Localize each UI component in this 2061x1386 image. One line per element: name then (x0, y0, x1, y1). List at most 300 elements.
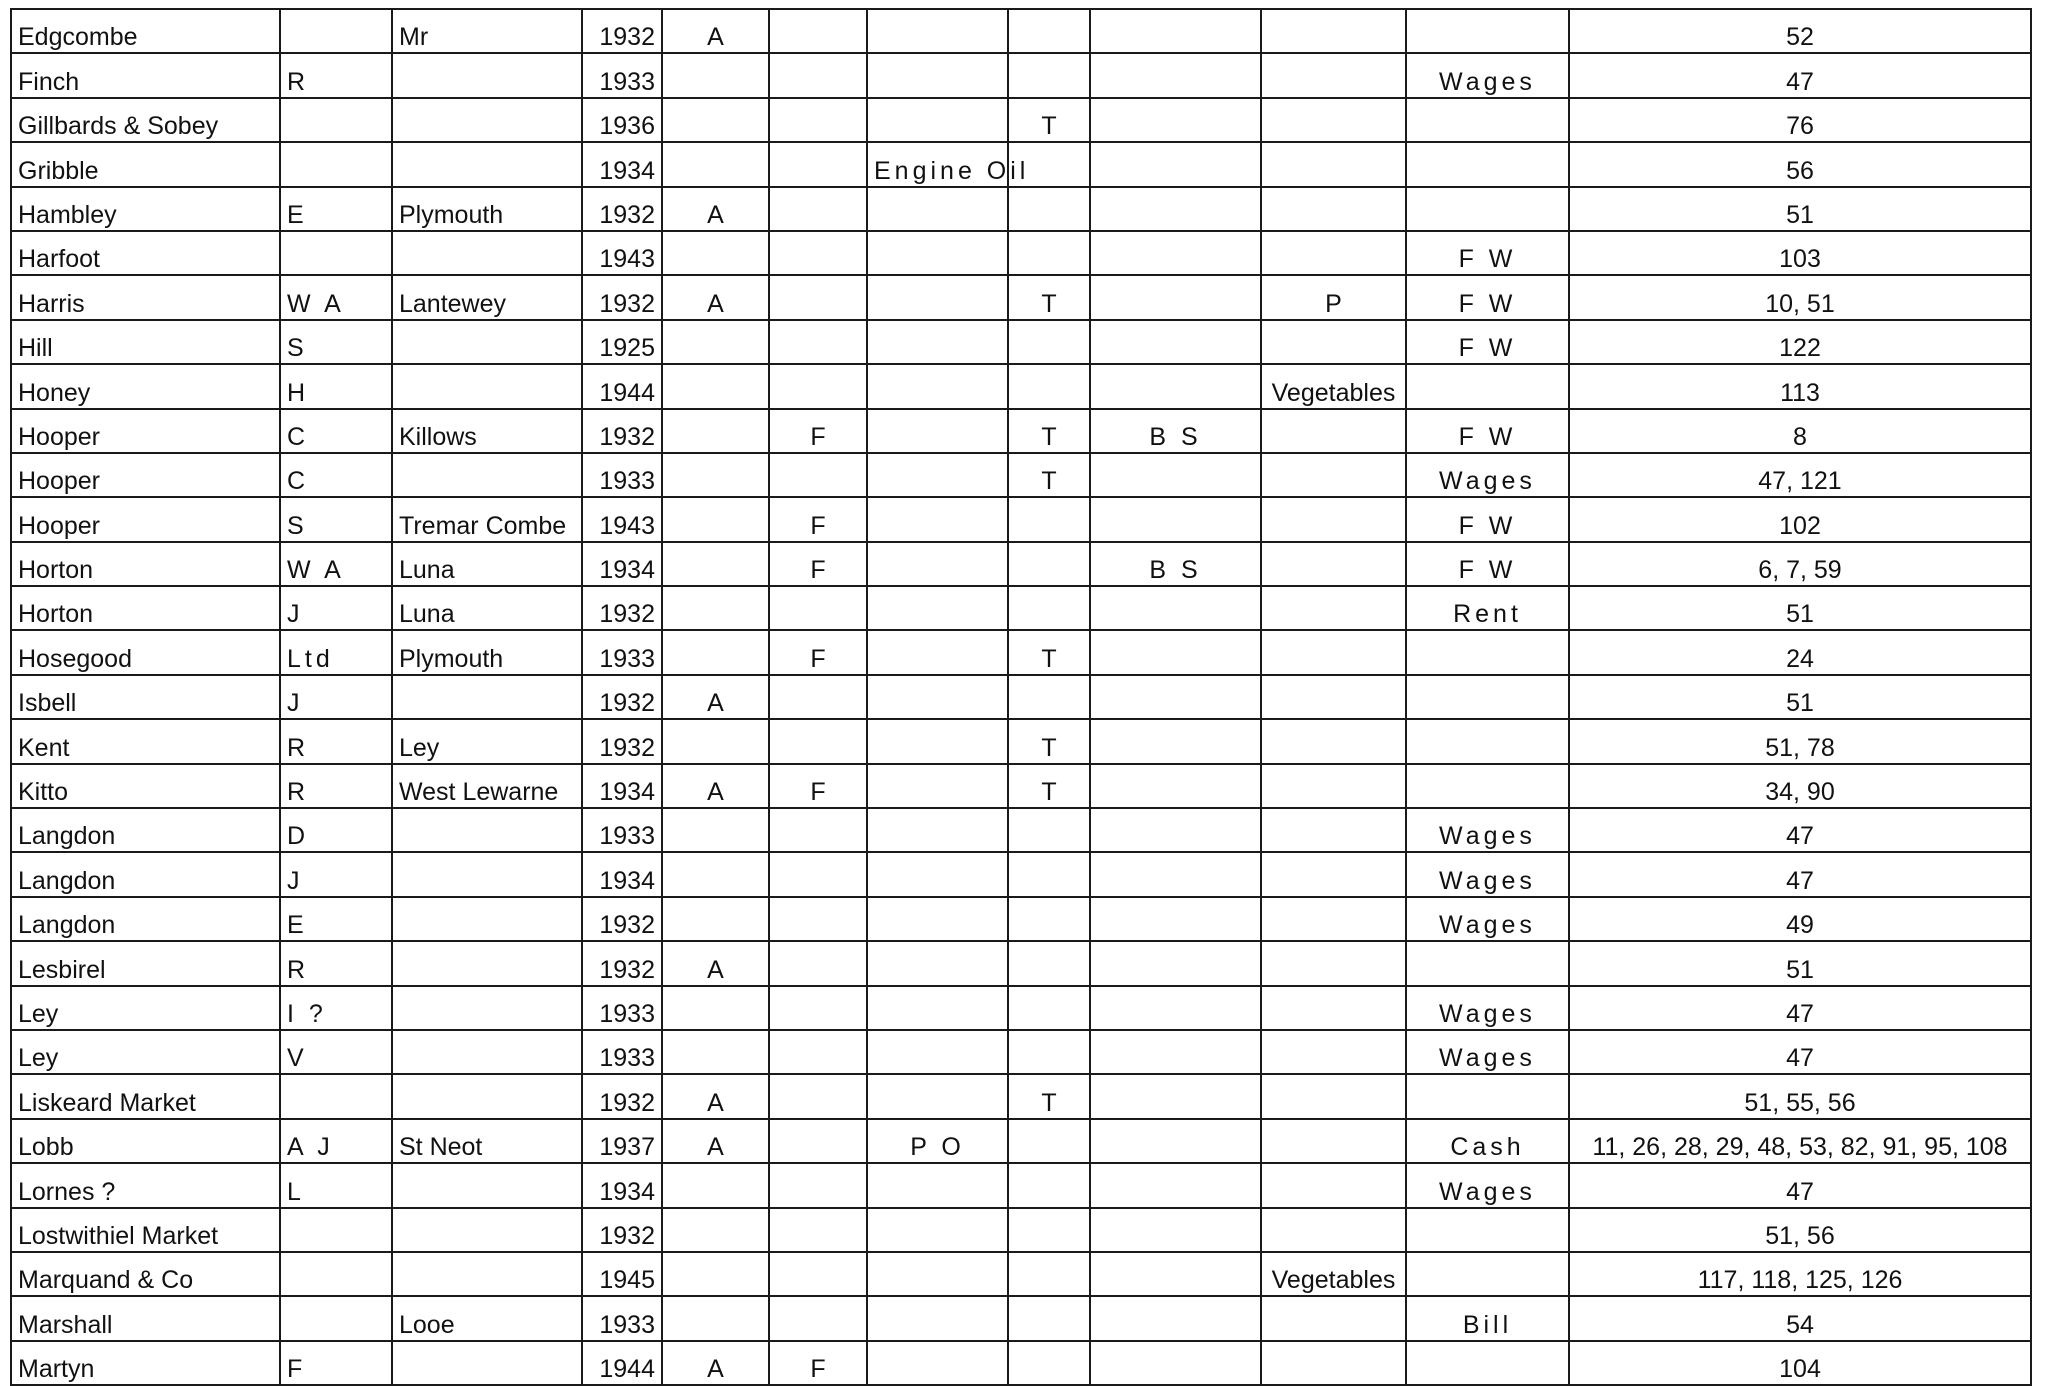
cell-a-flag (662, 231, 769, 275)
cell-page-refs: 54 (1569, 1296, 2031, 1340)
cell-place (392, 852, 582, 896)
cell-initial: E (280, 897, 392, 941)
cell-payment-type: Rent (1406, 586, 1569, 630)
cell-vegetables-p (1261, 897, 1406, 941)
cell-place (392, 53, 582, 97)
table-row (11, 453, 2031, 497)
cell-oil-po: P O (867, 1119, 1008, 1163)
cell-f-flag (769, 1074, 867, 1118)
cell-vegetables-p (1261, 142, 1406, 186)
table-row (11, 764, 2031, 808)
cell-initial: S (280, 320, 392, 364)
cell-a-flag: A (662, 1119, 769, 1163)
cell-a-flag: A (662, 275, 769, 319)
cell-name: Ley (11, 1030, 280, 1074)
cell-a-flag (662, 1163, 769, 1207)
cell-oil-po (867, 630, 1008, 674)
cell-year: 1945 (582, 1252, 662, 1296)
cell-year: 1933 (582, 1030, 662, 1074)
cell-page-refs: 10, 51 (1569, 275, 2031, 319)
table-row (11, 1341, 2031, 1385)
cell-payment-type (1406, 764, 1569, 808)
cell-bs-flag (1090, 98, 1261, 142)
cell-year: 1933 (582, 53, 662, 97)
cell-page-refs: 47 (1569, 986, 2031, 1030)
cell-vegetables-p (1261, 409, 1406, 453)
cell-bs-flag (1090, 1074, 1261, 1118)
cell-payment-type: Wages (1406, 1163, 1569, 1207)
cell-place (392, 1341, 582, 1385)
cell-place (392, 1208, 582, 1252)
cell-a-flag (662, 1208, 769, 1252)
cell-year: 1936 (582, 98, 662, 142)
table-row (11, 497, 2031, 541)
cell-vegetables-p (1261, 231, 1406, 275)
cell-initial: W A (280, 542, 392, 586)
cell-place (392, 453, 582, 497)
cell-name: Lornes ? (11, 1163, 280, 1207)
cell-a-flag (662, 897, 769, 941)
cell-name: Langdon (11, 897, 280, 941)
cell-initial: H (280, 364, 392, 408)
cell-payment-type: Wages (1406, 986, 1569, 1030)
cell-vegetables-p (1261, 586, 1406, 630)
cell-oil-po (867, 453, 1008, 497)
cell-name: Gribble (11, 142, 280, 186)
cell-place: West Lewarne (392, 764, 582, 808)
cell-oil-po (867, 364, 1008, 408)
cell-year: 1934 (582, 1163, 662, 1207)
cell-bs-flag (1090, 1208, 1261, 1252)
cell-year: 1932 (582, 9, 662, 53)
cell-t-flag (1008, 1208, 1090, 1252)
cell-place (392, 320, 582, 364)
table-row (11, 320, 2031, 364)
cell-oil-po (867, 231, 1008, 275)
table-row (11, 142, 2031, 186)
table-row (11, 187, 2031, 231)
cell-name: Hooper (11, 453, 280, 497)
cell-bs-flag (1090, 630, 1261, 674)
cell-f-flag (769, 275, 867, 319)
cell-name: Harfoot (11, 231, 280, 275)
cell-t-flag: T (1008, 764, 1090, 808)
cell-a-flag (662, 852, 769, 896)
cell-place: St Neot (392, 1119, 582, 1163)
cell-year: 1932 (582, 897, 662, 941)
cell-payment-type (1406, 1074, 1569, 1118)
cell-year: 1932 (582, 187, 662, 231)
cell-place (392, 897, 582, 941)
cell-bs-flag (1090, 586, 1261, 630)
cell-page-refs: 51, 56 (1569, 1208, 2031, 1252)
cell-vegetables-p (1261, 719, 1406, 763)
cell-bs-flag (1090, 852, 1261, 896)
table-row (11, 1163, 2031, 1207)
cell-page-refs: 117, 118, 125, 126 (1569, 1252, 2031, 1296)
table-row (11, 231, 2031, 275)
cell-page-refs: 103 (1569, 231, 2031, 275)
cell-oil-po (867, 852, 1008, 896)
cell-name: Hooper (11, 497, 280, 541)
table-row (11, 1252, 2031, 1296)
cell-a-flag (662, 808, 769, 852)
cell-a-flag: A (662, 1341, 769, 1385)
cell-year: 1932 (582, 409, 662, 453)
cell-year: 1933 (582, 453, 662, 497)
cell-t-flag (1008, 675, 1090, 719)
cell-year: 1943 (582, 497, 662, 541)
cell-initial: S (280, 497, 392, 541)
cell-f-flag (769, 1208, 867, 1252)
table-row (11, 852, 2031, 896)
cell-vegetables-p (1261, 98, 1406, 142)
cell-t-flag (1008, 542, 1090, 586)
cell-page-refs: 47 (1569, 1163, 2031, 1207)
cell-f-flag (769, 1119, 867, 1163)
cell-f-flag (769, 675, 867, 719)
cell-name: Lesbirel (11, 941, 280, 985)
cell-initial: W A (280, 275, 392, 319)
cell-name: Kent (11, 719, 280, 763)
cell-f-flag: F (769, 764, 867, 808)
cell-page-refs: 76 (1569, 98, 2031, 142)
cell-vegetables-p (1261, 1341, 1406, 1385)
ledger-table (10, 8, 2032, 1386)
cell-t-flag (1008, 986, 1090, 1030)
cell-payment-type: Wages (1406, 453, 1569, 497)
cell-place: Killows (392, 409, 582, 453)
cell-payment-type: Wages (1406, 1030, 1569, 1074)
cell-initial: R (280, 941, 392, 985)
cell-oil-po (867, 1208, 1008, 1252)
cell-a-flag (662, 142, 769, 186)
cell-a-flag (662, 497, 769, 541)
cell-initial (280, 9, 392, 53)
cell-oil-po (867, 675, 1008, 719)
cell-name: Lobb (11, 1119, 280, 1163)
table-row (11, 719, 2031, 763)
cell-f-flag (769, 852, 867, 896)
cell-place (392, 142, 582, 186)
cell-year: 1925 (582, 320, 662, 364)
cell-year: 1934 (582, 142, 662, 186)
cell-place (392, 1252, 582, 1296)
cell-initial: Ltd (280, 630, 392, 674)
cell-oil-po (867, 9, 1008, 53)
cell-payment-type: Cash (1406, 1119, 1569, 1163)
cell-bs-flag (1090, 187, 1261, 231)
cell-bs-flag (1090, 1341, 1261, 1385)
cell-initial: V (280, 1030, 392, 1074)
cell-f-flag (769, 897, 867, 941)
cell-name: Martyn (11, 1341, 280, 1385)
cell-page-refs: 47 (1569, 852, 2031, 896)
cell-bs-flag (1090, 675, 1261, 719)
cell-initial: R (280, 764, 392, 808)
cell-vegetables-p (1261, 9, 1406, 53)
cell-t-flag: T (1008, 275, 1090, 319)
cell-place (392, 231, 582, 275)
cell-payment-type: Wages (1406, 808, 1569, 852)
cell-payment-type (1406, 1341, 1569, 1385)
cell-name: Gillbards & Sobey (11, 98, 280, 142)
cell-vegetables-p (1261, 808, 1406, 852)
cell-page-refs: 47 (1569, 53, 2031, 97)
cell-a-flag (662, 364, 769, 408)
cell-a-flag (662, 719, 769, 763)
cell-year: 1932 (582, 941, 662, 985)
cell-page-refs: 51 (1569, 941, 2031, 985)
cell-t-flag (1008, 497, 1090, 541)
cell-bs-flag (1090, 364, 1261, 408)
cell-oil-po (867, 542, 1008, 586)
cell-bs-flag (1090, 1252, 1261, 1296)
cell-t-flag (1008, 1163, 1090, 1207)
cell-initial: A J (280, 1119, 392, 1163)
cell-bs-flag (1090, 1163, 1261, 1207)
cell-oil-po (867, 275, 1008, 319)
cell-payment-type: F W (1406, 320, 1569, 364)
cell-a-flag: A (662, 9, 769, 53)
cell-page-refs: 24 (1569, 630, 2031, 674)
cell-t-flag (1008, 187, 1090, 231)
cell-a-flag (662, 586, 769, 630)
table-row (11, 897, 2031, 941)
cell-t-flag (1008, 231, 1090, 275)
cell-place: Plymouth (392, 630, 582, 674)
cell-bs-flag (1090, 1296, 1261, 1340)
cell-a-flag (662, 98, 769, 142)
cell-f-flag (769, 986, 867, 1030)
cell-initial (280, 1208, 392, 1252)
cell-t-flag (1008, 1252, 1090, 1296)
cell-place: Looe (392, 1296, 582, 1340)
cell-year: 1932 (582, 675, 662, 719)
cell-name: Marquand & Co (11, 1252, 280, 1296)
cell-bs-flag (1090, 897, 1261, 941)
cell-bs-flag (1090, 1030, 1261, 1074)
cell-payment-type (1406, 364, 1569, 408)
cell-page-refs: 49 (1569, 897, 2031, 941)
table-row (11, 409, 2031, 453)
cell-place: Ley (392, 719, 582, 763)
cell-oil-po (867, 941, 1008, 985)
table-row (11, 1208, 2031, 1252)
cell-vegetables-p (1261, 1296, 1406, 1340)
cell-payment-type: Wages (1406, 852, 1569, 896)
cell-page-refs: 52 (1569, 9, 2031, 53)
cell-page-refs: 51, 55, 56 (1569, 1074, 2031, 1118)
cell-a-flag: A (662, 941, 769, 985)
cell-oil-po: Engine Oil (867, 142, 1008, 186)
cell-vegetables-p (1261, 453, 1406, 497)
table-row (11, 1074, 2031, 1118)
cell-year: 1932 (582, 719, 662, 763)
cell-vegetables-p (1261, 764, 1406, 808)
cell-initial: E (280, 187, 392, 231)
cell-t-flag: T (1008, 630, 1090, 674)
cell-f-flag: F (769, 630, 867, 674)
cell-name: Hill (11, 320, 280, 364)
cell-initial (280, 98, 392, 142)
cell-bs-flag: B S (1090, 542, 1261, 586)
cell-oil-po (867, 764, 1008, 808)
cell-oil-po (867, 53, 1008, 97)
cell-f-flag (769, 98, 867, 142)
cell-t-flag (1008, 808, 1090, 852)
table-row (11, 586, 2031, 630)
table-row (11, 941, 2031, 985)
cell-bs-flag (1090, 941, 1261, 985)
cell-oil-po (867, 1163, 1008, 1207)
cell-a-flag (662, 1030, 769, 1074)
cell-vegetables-p (1261, 1119, 1406, 1163)
cell-year: 1933 (582, 1296, 662, 1340)
cell-payment-type: F W (1406, 409, 1569, 453)
cell-oil-po (867, 1341, 1008, 1385)
cell-a-flag (662, 986, 769, 1030)
cell-payment-type (1406, 187, 1569, 231)
cell-payment-type (1406, 675, 1569, 719)
cell-page-refs: 47 (1569, 808, 2031, 852)
cell-vegetables-p (1261, 630, 1406, 674)
cell-page-refs: 51 (1569, 675, 2031, 719)
table-row (11, 53, 2031, 97)
cell-year: 1933 (582, 808, 662, 852)
cell-t-flag: T (1008, 1074, 1090, 1118)
cell-page-refs: 51, 78 (1569, 719, 2031, 763)
cell-vegetables-p (1261, 986, 1406, 1030)
cell-t-flag (1008, 1030, 1090, 1074)
cell-place (392, 675, 582, 719)
cell-initial: J (280, 852, 392, 896)
cell-name: Hosegood (11, 630, 280, 674)
cell-oil-po (867, 409, 1008, 453)
cell-vegetables-p (1261, 675, 1406, 719)
cell-vegetables-p: Vegetables (1261, 364, 1406, 408)
cell-year: 1937 (582, 1119, 662, 1163)
cell-page-refs: 11, 26, 28, 29, 48, 53, 82, 91, 95, 108 (1569, 1119, 2031, 1163)
cell-year: 1933 (582, 986, 662, 1030)
cell-place (392, 941, 582, 985)
cell-initial: D (280, 808, 392, 852)
cell-t-flag: T (1008, 98, 1090, 142)
cell-payment-type: Wages (1406, 897, 1569, 941)
cell-f-flag (769, 941, 867, 985)
cell-payment-type (1406, 719, 1569, 763)
cell-payment-type (1406, 630, 1569, 674)
cell-name: Harris (11, 275, 280, 319)
cell-t-flag (1008, 320, 1090, 364)
cell-name: Hooper (11, 409, 280, 453)
cell-a-flag (662, 320, 769, 364)
cell-page-refs: 102 (1569, 497, 2031, 541)
cell-name: Hambley (11, 187, 280, 231)
cell-payment-type (1406, 98, 1569, 142)
cell-vegetables-p (1261, 1163, 1406, 1207)
cell-oil-po (867, 187, 1008, 231)
cell-oil-po (867, 320, 1008, 364)
cell-year: 1944 (582, 1341, 662, 1385)
cell-f-flag: F (769, 542, 867, 586)
cell-initial: C (280, 453, 392, 497)
cell-bs-flag (1090, 142, 1261, 186)
cell-bs-flag (1090, 275, 1261, 319)
cell-oil-po (867, 986, 1008, 1030)
cell-place (392, 986, 582, 1030)
cell-f-flag (769, 719, 867, 763)
cell-name: Ley (11, 986, 280, 1030)
cell-f-flag (769, 808, 867, 852)
cell-name: Lostwithiel Market (11, 1208, 280, 1252)
cell-name: Kitto (11, 764, 280, 808)
table-row (11, 1296, 2031, 1340)
cell-a-flag: A (662, 675, 769, 719)
cell-bs-flag (1090, 320, 1261, 364)
cell-bs-flag (1090, 9, 1261, 53)
cell-oil-po (867, 1030, 1008, 1074)
cell-year: 1934 (582, 764, 662, 808)
cell-place (392, 364, 582, 408)
cell-t-flag (1008, 9, 1090, 53)
cell-initial (280, 1074, 392, 1118)
cell-bs-flag (1090, 986, 1261, 1030)
table-row (11, 1030, 2031, 1074)
cell-oil-po (867, 808, 1008, 852)
cell-oil-po (867, 98, 1008, 142)
cell-name: Isbell (11, 675, 280, 719)
cell-name: Horton (11, 586, 280, 630)
cell-name: Honey (11, 364, 280, 408)
cell-a-flag (662, 1296, 769, 1340)
cell-payment-type (1406, 1252, 1569, 1296)
cell-name: Langdon (11, 852, 280, 896)
cell-place (392, 98, 582, 142)
cell-oil-po (867, 1252, 1008, 1296)
cell-vegetables-p (1261, 497, 1406, 541)
cell-vegetables-p: P (1261, 275, 1406, 319)
cell-a-flag (662, 409, 769, 453)
cell-year: 1932 (582, 1074, 662, 1118)
cell-t-flag (1008, 586, 1090, 630)
cell-initial: C (280, 409, 392, 453)
cell-vegetables-p (1261, 1030, 1406, 1074)
cell-page-refs: 56 (1569, 142, 2031, 186)
cell-f-flag: F (769, 497, 867, 541)
cell-initial: R (280, 53, 392, 97)
cell-page-refs: 113 (1569, 364, 2031, 408)
cell-name: Langdon (11, 808, 280, 852)
table-row (11, 675, 2031, 719)
cell-vegetables-p (1261, 320, 1406, 364)
cell-f-flag (769, 320, 867, 364)
cell-place (392, 1030, 582, 1074)
cell-payment-type: F W (1406, 275, 1569, 319)
cell-oil-po (867, 1296, 1008, 1340)
cell-oil-po (867, 497, 1008, 541)
cell-a-flag (662, 630, 769, 674)
cell-f-flag (769, 1030, 867, 1074)
cell-f-flag (769, 453, 867, 497)
cell-place (392, 1074, 582, 1118)
cell-payment-type: F W (1406, 542, 1569, 586)
cell-year: 1934 (582, 852, 662, 896)
cell-f-flag: F (769, 1341, 867, 1385)
cell-t-flag: T (1008, 409, 1090, 453)
cell-f-flag (769, 187, 867, 231)
cell-place (392, 1163, 582, 1207)
